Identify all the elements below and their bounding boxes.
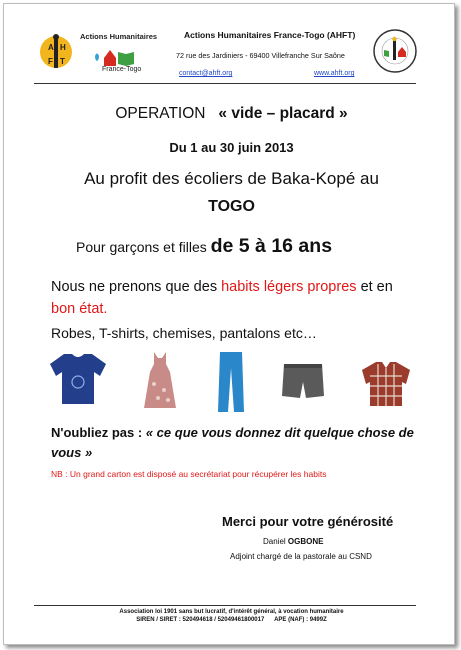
operation-label: OPERATION	[115, 105, 206, 122]
signer-name	[263, 537, 323, 546]
header-divider	[34, 83, 416, 84]
svg-text:A: A	[48, 43, 54, 52]
signer-last-name: OGBONE	[287, 537, 324, 546]
reminder-prefix: N'oubliez pas :	[51, 425, 143, 440]
item-list: Robes, T-shirts, chemises, pantalons etc…	[51, 325, 317, 341]
accept-highlight-1: habits légers propres	[221, 279, 357, 295]
signer-role: Adjoint chargé de la pastorale au CSND	[230, 552, 372, 561]
signer-first-name: Daniel	[263, 537, 286, 546]
operation-name: « vide – placard »	[218, 105, 348, 122]
footer-divider	[34, 605, 416, 606]
tshirt-image	[48, 350, 108, 414]
nb-note: NB : Un grand carton est disposé au secrétariat pour récupérer les habits	[51, 469, 327, 479]
country: TOGO	[208, 198, 255, 215]
target-for: Pour garçons et filles	[76, 239, 207, 255]
benefit-line: Au profit des écoliers de Baka-Kopé au	[84, 169, 379, 188]
org-address: 72 rue des Jardiniers - 69400 Villefranche Sur Saône	[176, 51, 345, 60]
email-link[interactable]: contact@ahft.org	[179, 70, 233, 77]
operation-title	[4, 105, 459, 123]
jeans-icon	[216, 350, 246, 414]
tshirt-icon	[48, 350, 108, 414]
target-line	[76, 235, 332, 258]
footer-line-2: SIREN / SIRET : 520494618 / 52049461800017 APE (NAF) : 9499Z	[136, 617, 327, 623]
jeans-image	[216, 350, 246, 414]
operation-dates: Du 1 au 30 juin 2013	[169, 140, 294, 155]
shorts-icon	[280, 350, 326, 414]
shorts-image	[280, 350, 326, 414]
svg-text:F: F	[48, 57, 53, 66]
reminder	[51, 423, 436, 463]
seal-logo	[372, 26, 418, 76]
dress-icon	[140, 350, 180, 414]
svg-text:T: T	[60, 57, 65, 66]
poster-page	[3, 3, 455, 645]
accept-conditions	[51, 276, 431, 320]
ahft-logo	[40, 30, 158, 80]
accept-highlight-2: bon état.	[51, 301, 108, 317]
seal-icon	[372, 26, 418, 76]
thanks: Merci pour votre générosité	[222, 514, 394, 529]
footer-line-1: Association loi 1901 sans but lucratif, d'intérêt général, à vocation humanitaire	[119, 609, 344, 615]
reminder-quote: « ce que vous donnez dit quelque chose de vous »	[51, 425, 414, 460]
accept-prefix: Nous ne prenons que des	[51, 279, 218, 295]
org-name: Actions Humanitaires France-Togo (AHFT)	[184, 30, 356, 40]
shirt-icon	[358, 350, 414, 414]
logo-text-bottom: France-Togo	[102, 66, 142, 73]
svg-text:H: H	[60, 43, 66, 52]
logo-text-top: Actions Humanitaires	[80, 32, 158, 41]
shirt-image	[358, 350, 414, 414]
dress-image	[140, 350, 180, 414]
accept-mid: et en	[360, 279, 393, 295]
target-ages: de 5 à 16 ans	[210, 235, 333, 257]
website-link[interactable]: www.ahft.org	[314, 70, 355, 77]
